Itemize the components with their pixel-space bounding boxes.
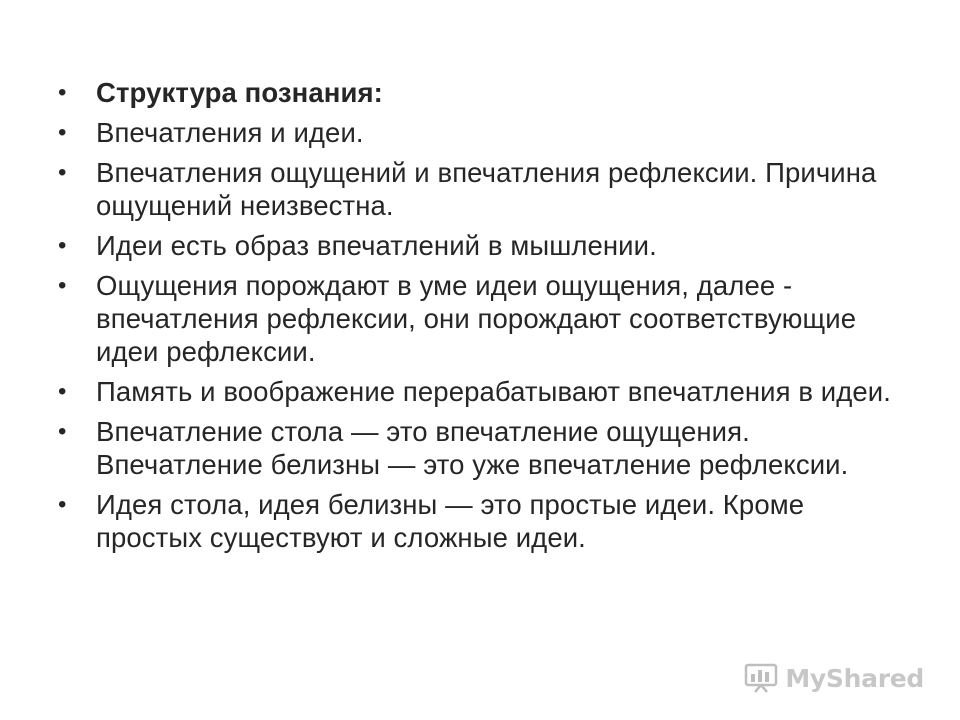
bullet-text: Идеи есть образ впечатлений в мышлении. (96, 230, 657, 261)
watermark-logo[interactable] (743, 662, 924, 694)
bullet-item (58, 156, 898, 222)
presentation-board-icon (743, 662, 779, 694)
bullet-heading: Структура познания: (96, 77, 383, 108)
bullet-item (58, 76, 898, 109)
bullet-item (58, 488, 898, 554)
bullet-dot: • (58, 79, 67, 106)
bullet-dot: • (58, 272, 67, 299)
bullet-item (58, 229, 898, 262)
bullet-text: Память и воображение перерабатывают впечатления в идеи. (96, 376, 891, 407)
bullet-dot: • (58, 491, 67, 518)
bullet-item (58, 269, 898, 368)
bullet-list (58, 76, 898, 561)
bullet-dot: • (58, 119, 67, 146)
bullet-text: Впечатление стола — это впечатление ощущения. Впечатление белизны — это уже впечатление рефлексии. (96, 416, 849, 480)
bullet-item (58, 116, 898, 149)
bullet-dot: • (58, 232, 67, 259)
bullet-text: Ощущения порождают в уме идеи ощущения, далее - впечатления рефлексии, они порождают соответствующие идеи рефлексии. (96, 270, 857, 367)
bullet-item (58, 415, 898, 481)
bullet-dot: • (58, 418, 67, 445)
bullet-text: Идея стола, идея белизны — это простые идеи. Кроме простых существуют и сложные идеи. (96, 489, 805, 553)
bullet-dot: • (58, 378, 67, 405)
bullet-item (58, 375, 898, 408)
bullet-text: Впечатления и идеи. (96, 117, 364, 148)
bullet-text: Впечатления ощущений и впечатления рефлексии. Причина ощущений неизвестна. (96, 157, 877, 221)
bullet-dot: • (58, 159, 67, 186)
watermark-text: MyShared (785, 663, 924, 693)
